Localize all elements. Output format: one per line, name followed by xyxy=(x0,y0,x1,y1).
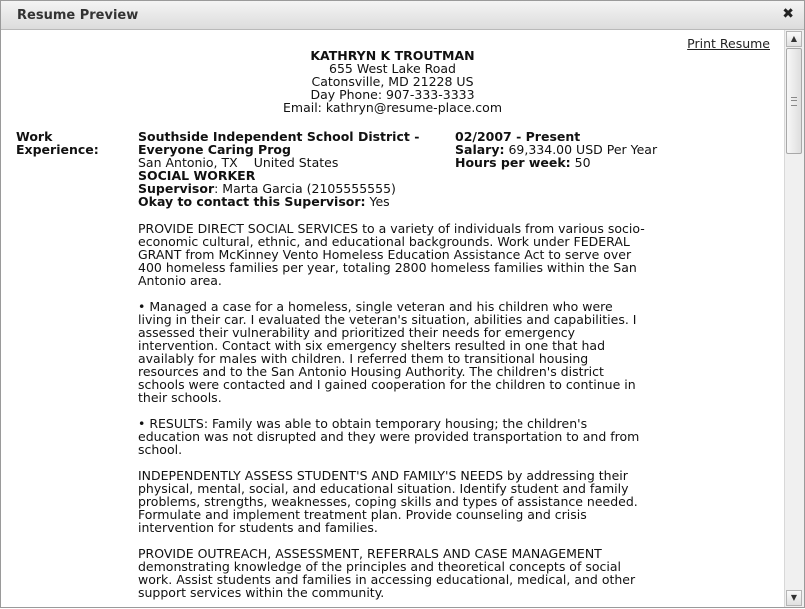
scrollbar-thumb[interactable] xyxy=(786,48,802,154)
description-paragraph: • Managed a case for a homeless, single veteran and his children who were living in their car. I evaluated the veteran's situation, abilities and capabilities. I assessed their vulnerability and prioritized their needs for emergency intervention. Contact with six emergency shelters resulted in one that had availably for males with children. I referred them to transitional housing resources and to the San Antonio Housing Authority. The children's district schools were contacted and I gained cooperation for the children to continue in their schools. xyxy=(138,299,637,405)
section-label-line2: Experience: xyxy=(16,142,99,157)
arrow-up-icon[interactable]: ▲ xyxy=(786,31,802,47)
title-bar[interactable] xyxy=(1,1,804,30)
close-icon[interactable]: ✖ xyxy=(782,6,794,22)
resume-content xyxy=(1,30,784,609)
job-title: SOCIAL WORKER xyxy=(138,168,256,183)
dialog-title: Resume Preview xyxy=(17,8,139,23)
contact-supervisor-line xyxy=(138,195,419,208)
day-phone: Day Phone: 907-333-3333 xyxy=(310,87,475,102)
contact-supervisor-label: Okay to contact this Supervisor: xyxy=(138,194,366,209)
contact-supervisor-value: Yes xyxy=(365,194,390,209)
job-details xyxy=(138,130,419,208)
job-description xyxy=(138,222,648,609)
street-address: 655 West Lake Road xyxy=(329,61,456,76)
print-resume-link[interactable]: Print Resume xyxy=(687,36,770,51)
email-address: Email: kathryn@resume-place.com xyxy=(283,100,502,115)
city-state-zip: Catonsville, MD 21228 US xyxy=(311,74,474,89)
section-label xyxy=(16,130,99,156)
job-dates: 02/2007 - Present xyxy=(455,129,581,144)
hours-value: 50 xyxy=(570,155,591,170)
job-meta xyxy=(455,130,657,169)
arrow-down-icon[interactable]: ▼ xyxy=(786,590,802,606)
applicant-name: KATHRYN K TROUTMAN xyxy=(310,48,475,63)
supervisor-value: : Marta Garcia (2105555555) xyxy=(214,181,396,196)
description-paragraph: PROVIDE DIRECT SOCIAL SERVICES to a variety of individuals from various socio-economic cultural, ethnic, and educational backgrounds. Work under FEDERAL GRANT from McKinney Vento Homeless Education Assistance Act to serve over 400 homeless families per year, totaling 2800 homeless families within the San Antonio area. xyxy=(138,221,645,288)
salary-label: Salary: xyxy=(455,142,505,157)
contact-header xyxy=(1,49,784,114)
section-label-line1: Work xyxy=(16,129,53,144)
employer-line2: Everyone Caring Prog xyxy=(138,142,291,157)
salary-value: 69,334.00 USD Per Year xyxy=(504,142,658,157)
grip-icon xyxy=(791,97,797,106)
employer-line1: Southside Independent School District - xyxy=(138,129,420,144)
job-city-state: San Antonio, TX xyxy=(138,155,238,170)
description-paragraph: INDEPENDENTLY ASSESS STUDENT'S AND FAMILY'S NEEDS by addressing their physical, mental, social, and educational situation. Identify student and family problems, strengths, weaknesses, coping skills and types of assistance needed. Formulate and implement treatment plan. Provide counseling and crisis intervention for students and families. xyxy=(138,468,638,535)
description-paragraph: • RESULTS: Family was able to obtain temporary housing; the children's education was not disrupted and they were provided transportation to and from school. xyxy=(138,416,640,457)
supervisor-label: Supervisor xyxy=(138,181,215,196)
hours-line xyxy=(455,156,657,169)
description-paragraph: PROVIDE OUTREACH, ASSESSMENT, REFERRALS AND CASE MANAGEMENT demonstrating knowledge of the principles and theoretical concepts of social work. Assist students and families in accessing educational, medical, and other support services within the community. xyxy=(138,546,636,600)
hours-label: Hours per week: xyxy=(455,155,571,170)
vertical-scrollbar[interactable] xyxy=(784,30,804,607)
job-country: United States xyxy=(253,155,339,170)
